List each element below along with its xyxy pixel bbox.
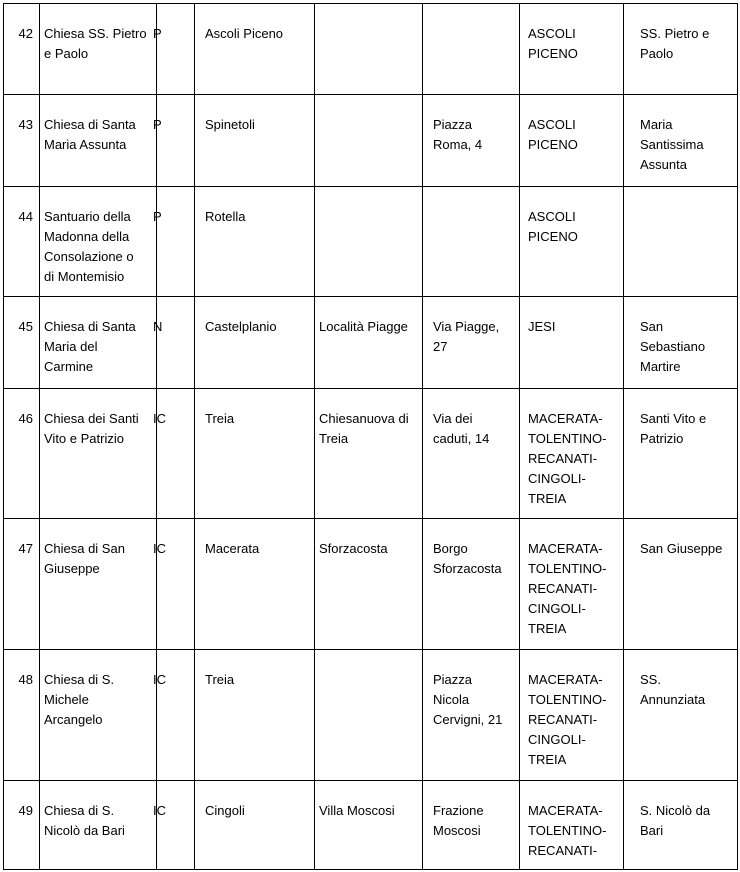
frazione-cell-text: Villa Moscosi [319,803,395,818]
row-number [4,519,40,650]
province-cell-text: IC [153,541,166,556]
frazione-cell-text [315,650,422,670]
church-name-cell-text: Chiesa di S. Nicolò da Bari [44,803,125,838]
comune-cell [195,4,315,95]
province-cell [153,4,195,95]
address-cell-text: Piazza Roma, 4 [433,117,483,152]
address-cell-text: Borgo Sforzacosta [433,541,502,576]
row-number-text: 43 [18,117,33,132]
row-number-text: 49 [18,803,33,818]
province-cell-text: P [153,209,162,224]
address-cell-text: Via Piagge, 27 [433,319,500,354]
church-name-cell [40,519,157,650]
diocese-cell [520,297,624,389]
dedication-cell-text: San Giuseppe [640,541,723,556]
frazione-cell [315,297,423,389]
comune-cell-text: Rotella [205,209,246,224]
row-number-text: 48 [18,672,33,687]
frazione-cell-text [315,187,422,207]
church-name-cell [40,4,157,95]
province-cell [153,95,195,187]
dedication-cell-text [624,187,737,207]
comune-cell [195,519,315,650]
row-number [4,389,40,519]
province-cell-text: N [153,319,163,334]
address-cell-text [423,187,519,207]
address-cell [423,389,520,519]
frazione-cell [315,519,423,650]
row-number [4,650,40,781]
church-name-cell [40,781,157,870]
dedication-cell-text: S. Nicolò da Bari [640,803,711,838]
row-number-text: 46 [18,411,33,426]
frazione-cell [315,389,423,519]
comune-cell-text: Treia [205,672,235,687]
row-number [4,4,40,95]
dedication-cell [624,95,738,187]
province-cell-text: IC [153,803,166,818]
province-cell-text: P [153,117,162,132]
province-cell-text: IC [153,411,166,426]
province-cell-text: P [153,26,162,41]
diocese-cell [520,187,624,297]
address-cell [423,95,520,187]
church-name-cell-text: Santuario della Madonna della Consolazione o di Montemisio [44,209,134,284]
province-cell [153,519,195,650]
comune-cell-text: Cingoli [205,803,245,818]
comune-cell-text: Spinetoli [205,117,255,132]
frazione-cell-text: Località Piagge [319,319,408,334]
row-number [4,297,40,389]
table-row [4,519,738,650]
address-cell [423,781,520,870]
comune-cell [195,297,315,389]
comune-cell [195,781,315,870]
province-cell-text: IC [153,672,166,687]
row-number [4,95,40,187]
diocese-cell [520,389,624,519]
diocese-cell [520,781,624,870]
table-row [4,95,738,187]
row-number-text: 42 [18,26,33,41]
church-name-cell-text: Chiesa dei Santi Vito e Patrizio [44,411,139,446]
address-cell [423,187,520,297]
address-cell-text: Frazione Moscosi [433,803,484,838]
comune-cell-text: Treia [205,411,235,426]
address-cell [423,297,520,389]
province-cell [153,389,195,519]
church-name-cell [40,650,157,781]
comune-cell [195,389,315,519]
churches-table [3,3,738,870]
comune-cell-text: Castelplanio [205,319,277,334]
dedication-cell-text: SS. Annunziata [640,672,706,707]
province-cell [153,187,195,297]
church-name-cell-text: Chiesa di S. Michele Arcangelo [44,672,115,727]
frazione-cell [315,650,423,781]
frazione-cell-text [315,95,422,115]
table-row [4,4,738,95]
frazione-cell [315,781,423,870]
comune-cell [195,187,315,297]
diocese-cell-text: ASCOLI PICENO [528,209,578,244]
address-cell [423,4,520,95]
row-number-text: 44 [18,209,33,224]
dedication-cell [624,519,738,650]
dedication-cell [624,389,738,519]
diocese-cell [520,650,624,781]
diocese-cell-text: MACERATA- TOLENTINO- RECANATI- CINGOLI- TREIA [528,411,607,506]
address-cell-text [423,4,519,24]
church-name-cell [40,187,157,297]
frazione-cell [315,187,423,297]
church-name-cell-text: Chiesa di Santa Maria Assunta [44,117,136,152]
row-number-text: 47 [18,541,33,556]
frazione-cell [315,95,423,187]
dedication-cell-text: Maria Santissima Assunta [640,117,704,172]
dedication-cell [624,297,738,389]
diocese-cell [520,4,624,95]
church-name-cell-text: Chiesa SS. Pietro e Paolo [44,26,147,61]
comune-cell-text: Ascoli Piceno [205,26,284,41]
diocese-cell-text: MACERATA- TOLENTINO- RECANATI- CINGOLI- TREIA [528,541,607,636]
dedication-cell [624,781,738,870]
dedication-cell [624,650,738,781]
province-cell [153,650,195,781]
church-name-cell-text: Chiesa di Santa Maria del Carmine [44,319,136,374]
diocese-cell-text: JESI [528,319,556,334]
church-name-cell [40,389,157,519]
table-row [4,297,738,389]
church-name-cell [40,95,157,187]
table-body [4,4,738,870]
table-row [4,389,738,519]
province-cell [153,297,195,389]
table-row [4,650,738,781]
dedication-cell [624,187,738,297]
diocese-cell-text: MACERATA- TOLENTINO- RECANATI- [528,803,607,858]
dedication-cell-text: San Sebastiano Martire [640,319,706,374]
diocese-cell [520,95,624,187]
diocese-cell-text: ASCOLI PICENO [528,26,578,61]
dedication-cell [624,4,738,95]
comune-cell [195,95,315,187]
dedication-cell-text: SS. Pietro e Paolo [640,26,710,61]
table-row [4,781,738,870]
row-number [4,187,40,297]
dedication-cell-text: Santi Vito e Patrizio [640,411,707,446]
church-name-cell [40,297,157,389]
frazione-cell-text: Sforzacosta [319,541,388,556]
address-cell-text: Via dei caduti, 14 [433,411,490,446]
row-number [4,781,40,870]
address-cell [423,519,520,650]
address-cell-text: Piazza Nicola Cervigni, 21 [433,672,503,727]
table-row [4,187,738,297]
frazione-cell-text: Chiesanuova di Treia [319,411,409,446]
church-name-cell-text: Chiesa di San Giuseppe [44,541,125,576]
frazione-cell-text [315,4,422,24]
comune-cell [195,650,315,781]
row-number-text: 45 [18,319,33,334]
diocese-cell [520,519,624,650]
diocese-cell-text: MACERATA- TOLENTINO- RECANATI- CINGOLI- TREIA [528,672,607,767]
address-cell [423,650,520,781]
diocese-cell-text: ASCOLI PICENO [528,117,578,152]
province-cell [153,781,195,870]
frazione-cell [315,4,423,95]
comune-cell-text: Macerata [205,541,260,556]
